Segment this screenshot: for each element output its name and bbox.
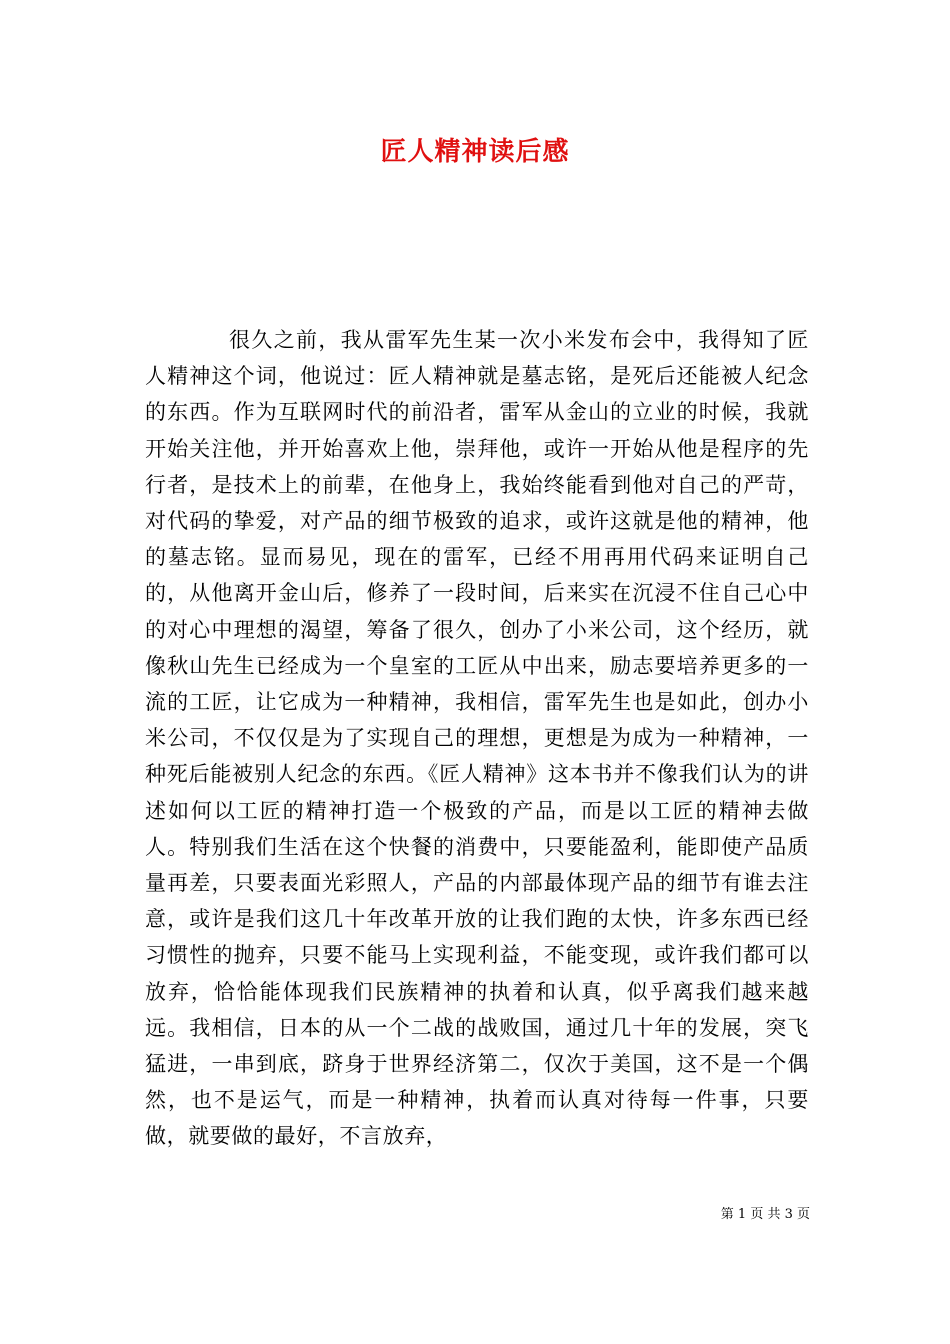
body-paragraph: 很久之前，我从雷军先生某一次小米发布会中，我得知了匠人精神这个词，他说过：匠人精神就是墓志铭，是死后还能被人纪念的东西。作为互联网时代的前沿者，雷军从金山的立业的时候，我就开始关注他，并开始喜欢上他，崇拜他，或许一开始从他是程序的先行者，是技术上的前辈，在他身上，我始终能看到他对自己的严苛，对代码的挚爱，对产品的细节极致的追求，或许这就是他的精神，他的墓志铭。显而易见，现在的雷军，已经不用再用代码来证明自己的，从他离开金山后，修养了一段时间，后来实在沉浸不住自己心中的对心中理想的渴望，筹备了很久，创办了小米公司，这个经历，就像秋山先生已经成为一个皇室的工匠从中出来，励志要培养更多的一流的工匠，让它成为一种精神，我相信，雷军先生也是如此，创办小米公司，不仅仅是为了实现自己的理想，更想是为成为一种精神，一种死后能被别人纪念的东西。《匠人精神》这本书并不像我们认为的讲述如何以工匠的精神打造一个极致的产品，而是以工匠的精神去做人。特别我们生活在这个快餐的消费中，只要能盈利，能即使产品质量再差，只要表面光彩照人，产品的内部最体现产品的细节有谁去注意，或许是我们这几十年改革开放的让我们跑的太快，许多东西已经习惯性的抛弃，只要不能马上实现利益，不能变现，或许我们都可以放弃，恰恰能体现我们民族精神的执着和认真，似乎离我们越来越远。我相信，日本的从一个二战的战败国，通过几十年的发展，突飞猛进，一串到底，跻身于世界经济第二，仅次于美国，这不是一个偶然，也不是运气，而是一种精神，执着而认真对待每一件事，只要做，就要做的最好，不言放弃， <box>145 328 809 1149</box>
page-number: 第 1 页 共 3 页 <box>720 1207 810 1222</box>
document-title: 匠人精神读后感 <box>380 137 570 167</box>
